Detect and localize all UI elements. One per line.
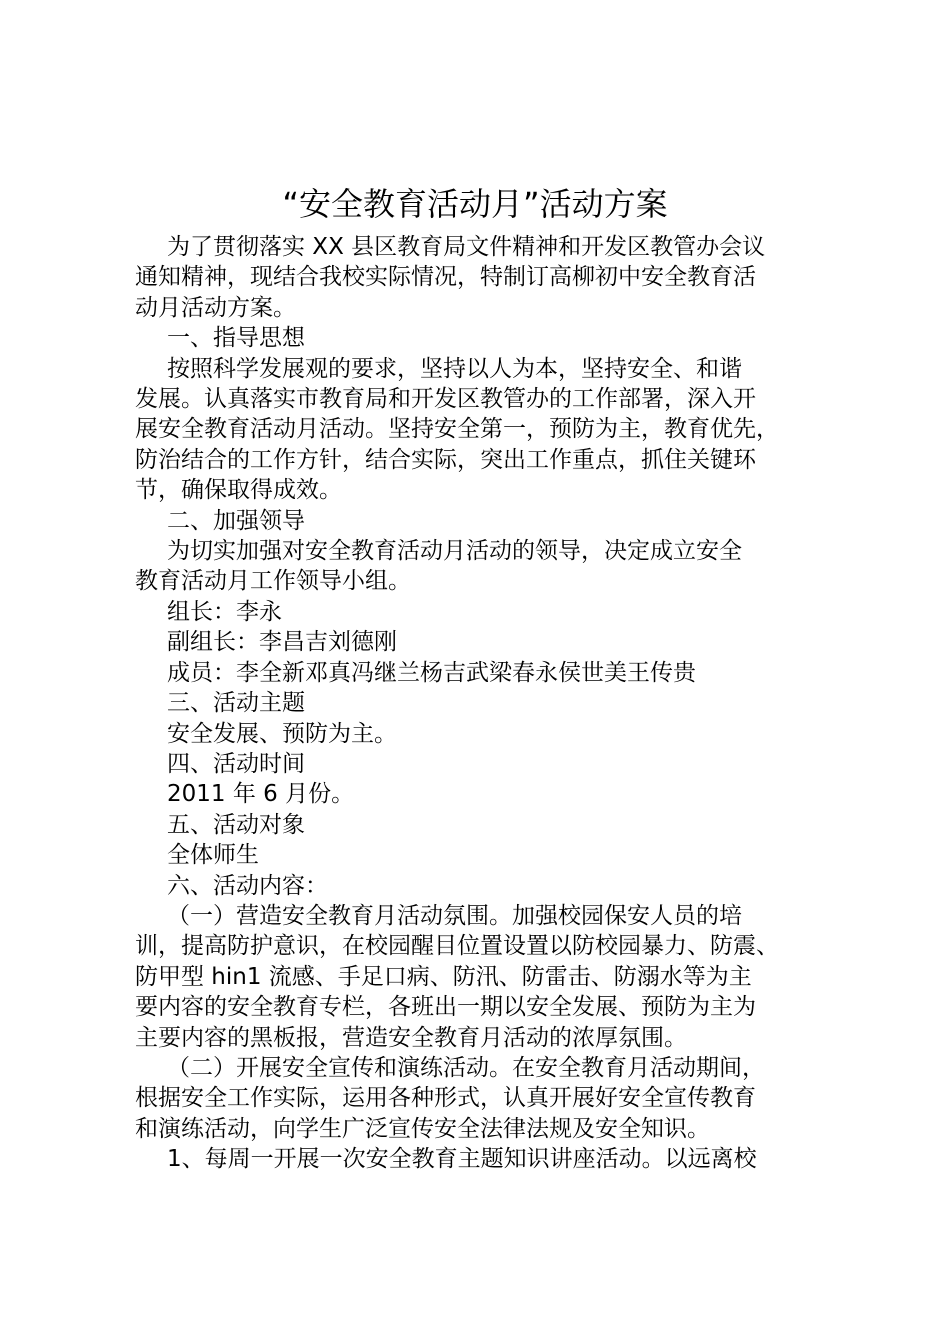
time-line: 2011 年 6 月份。 [167, 781, 355, 808]
text-line: 节，确保取得成效。 [135, 477, 342, 504]
content-paragraph-1 [135, 901, 835, 1053]
text-line: 防甲型 hin1 流感、手足口病、防汛、防雷击、防溺水等为主 [135, 963, 752, 990]
content-paragraph-3 [135, 1144, 835, 1174]
text-line: 1、每周一开展一次安全教育主题知识讲座活动。以远离校 [167, 1146, 757, 1173]
text-line: 要内容的安全教育专栏，各班出一期以安全发展、预防为主为 [135, 994, 756, 1021]
members-line: 成员：李全新邓真冯继兰杨吉武梁春永侯世美王传贵 [167, 659, 696, 686]
text-line: 主要内容的黑板报，营造安全教育月活动的浓厚氛围。 [135, 1024, 687, 1051]
section-heading-6: 六、活动内容： [167, 872, 328, 899]
text-line: 和演练活动，向学生广泛宣传安全法律法规及安全知识。 [135, 1115, 710, 1142]
theme-line: 安全发展、预防为主。 [167, 720, 397, 747]
text-line: （二）开展安全宣传和演练活动。在安全教育月活动期间， [167, 1054, 765, 1081]
text-line: （一）营造安全教育月活动氛围。加强校园保安人员的培 [167, 902, 742, 929]
text-line: 按照科学发展观的要求，坚持以人为本，坚持安全、和谐 [167, 355, 742, 382]
text-line: 动月活动方案。 [135, 294, 296, 321]
leadership-paragraph [135, 536, 835, 597]
vice-leader-line: 副组长：李昌吉刘德刚 [167, 629, 397, 656]
section-heading-4: 四、活动时间 [167, 750, 305, 777]
intro-paragraph [135, 232, 835, 323]
section-heading-1: 一、指导思想 [167, 325, 305, 352]
text-line: 为了贯彻落实 XX 县区教育局文件精神和开发区教管办会议 [167, 234, 766, 260]
section-heading-5: 五、活动对象 [167, 811, 305, 838]
leader-line: 组长：李永 [167, 598, 282, 625]
text-line: 训，提高防护意识，在校园醒目位置设置以防校园暴力、防震、 [135, 933, 779, 960]
text-line: 防治结合的工作方针，结合实际，突出工作重点，抓住关键环 [135, 446, 756, 473]
document-title: “安全教育活动月”活动方案 [282, 185, 668, 223]
content-paragraph-2 [135, 1053, 835, 1144]
section-heading-2: 二、加强领导 [167, 507, 305, 534]
text-line: 教育活动月工作领导小组。 [135, 568, 411, 595]
text-line: 展安全教育活动月活动。坚持安全第一，预防为主，教育优先， [135, 416, 779, 443]
text-line: 通知精神，现结合我校实际情况，特制订高柳初中安全教育活 [135, 264, 756, 291]
text-line: 发展。认真落实市教育局和开发区教管办的工作部署，深入开 [135, 386, 756, 413]
section-heading-3: 三、活动主题 [167, 690, 305, 717]
guiding-thought-paragraph [135, 354, 835, 506]
target-line: 全体师生 [167, 842, 259, 869]
document-body [135, 232, 835, 1175]
text-line: 为切实加强对安全教育活动月活动的领导，决定成立安全 [167, 538, 742, 565]
text-line: 根据安全工作实际，运用各种形式，认真开展好安全宣传教育 [135, 1085, 756, 1112]
